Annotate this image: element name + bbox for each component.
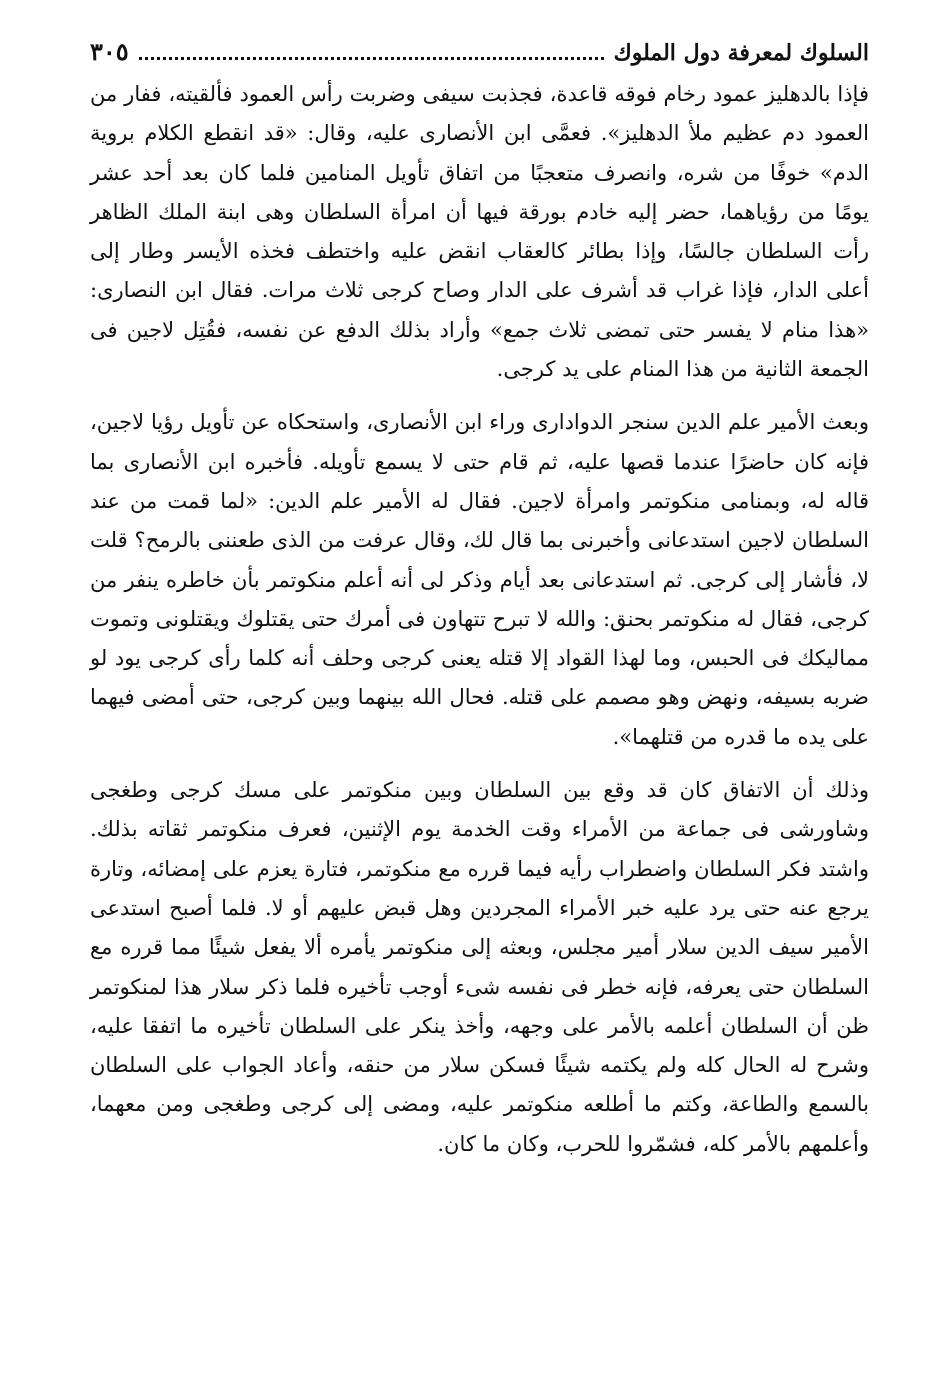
page-number: ٣٠٥ [90, 37, 129, 66]
dotted-leader [139, 56, 604, 60]
paragraph-2: وبعث الأمير علم الدين سنجر الدوادارى وراء ابن الأنصارى، واستحكاه عن تأويل رؤيا لاجين، فإنه كان حاضرًا عندما قصها عليه، ثم قام حتى لا يسمع تأويله. فأخبره ابن الأنصارى بما قاله له، وبمنامى منكوتمر وامرأة لاجين. فقال له الأمير علم الدين: «لما قمت من عند السلطان لاجين استدعانى وأخبرنى بما قال لك، وقال عرفت من الذى طعننى بالرمح؟ قلت لا، فأشار إلى كرجى. ثم استدعانى بعد أيام وذكر لى أنه أعلم منكوتمر بأن خاطره ينفر من كرجى، فقال له منكوتمر بحنق: والله لا تبرح تتهاون فى أمرك حتى يقتلوك ويقتلونى وتموت مماليكك فى الحبس، وما لهذا القواد إلا قتله يعنى كرجى وحلف أنه كلما رأى كرجى يود لو ضربه بسيفه، ونهض وهو مصمم على قتله. فحال الله بينهما وبين كرجى، حتى أمضى فيهما على يده ما قدره من قتلهما». [90, 410, 869, 749]
running-head [90, 30, 869, 74]
book-title: السلوك لمعرفة دول الملوك [613, 40, 869, 66]
paragraph-1: فإذا بالدهليز عمود رخام فوقه قاعدة، فجذبت سيفى وضربت رأس العمود فألقيته، ففار من العمود دم عظيم ملأ الدهليز». فعمَّى ابن الأنصارى عليه، وقال: «قد انقطع الكلام بروية الدم» خوفًا من شره، وانصرف متعجبًا من اتفاق تأويل المنامين فلما كان بعد أحد عشر يومًا من رؤياهما، حضر إليه خادم بورقة فيها أن امرأة السلطان وهى ابنة الملك الظاهر رأت السلطان جالسًا، وإذا بطائر كالعقاب انقض عليه واختطف فخذه الأيسر وطار إلى أعلى الدار، فإذا غراب قد أشرف على الدار وصاح كرجى ثلاث مرات. فقال ابن النصارى: «هذا منام لا يفسر حتى تمضى ثلاث جمع» وأراد بذلك الدفع عن نفسه، فقُتِل لاجين فى الجمعة الثانية من هذا المنام على يد كرجى. [90, 82, 869, 382]
paragraph-3: وذلك أن الاتفاق كان قد وقع بين السلطان وبين منكوتمر على مسك كرجى وطغجى وشاورشى فى جماعة من الأمراء وقت الخدمة يوم الإثنين، فعرف منكوتمر ثقاته بذلك. واشتد فكر السلطان واضطراب رأيه فيما قرره مع منكوتمر، فتارة يعزم على إمضائه، وتارة يرجع عنه حتى يرد عليه خبر الأمراء المجردين وهل قبض عليهم أو لا. فلما أصبح استدعى الأمير سيف الدين سلار أمير مجلس، وبعثه إلى منكوتمر يأمره ألا يفعل شيئًا مما قرره مع السلطان حتى يعرفه، فإنه خطر فى نفسه شىء أوجب تأخيره فلما ذكر سلار هذا لمنكوتمر ظن أن السلطان أعلمه بالأمر على وجهه، وأخذ ينكر على السلطان تأخيره ما اتفقا عليه، وشرح له الحال كله ولم يكتمه شيئًا فسكن سلار من حنقه، وأعاد الجواب على السلطان بالسمع والطاعة، وكتم ما أطلعه منكوتمر عليه، ومضى إلى كرجى وطغجى ومن معهما، وأعلمهم بالأمر كله، فشمّروا للحرب، وكان ما كان. [90, 778, 869, 1156]
